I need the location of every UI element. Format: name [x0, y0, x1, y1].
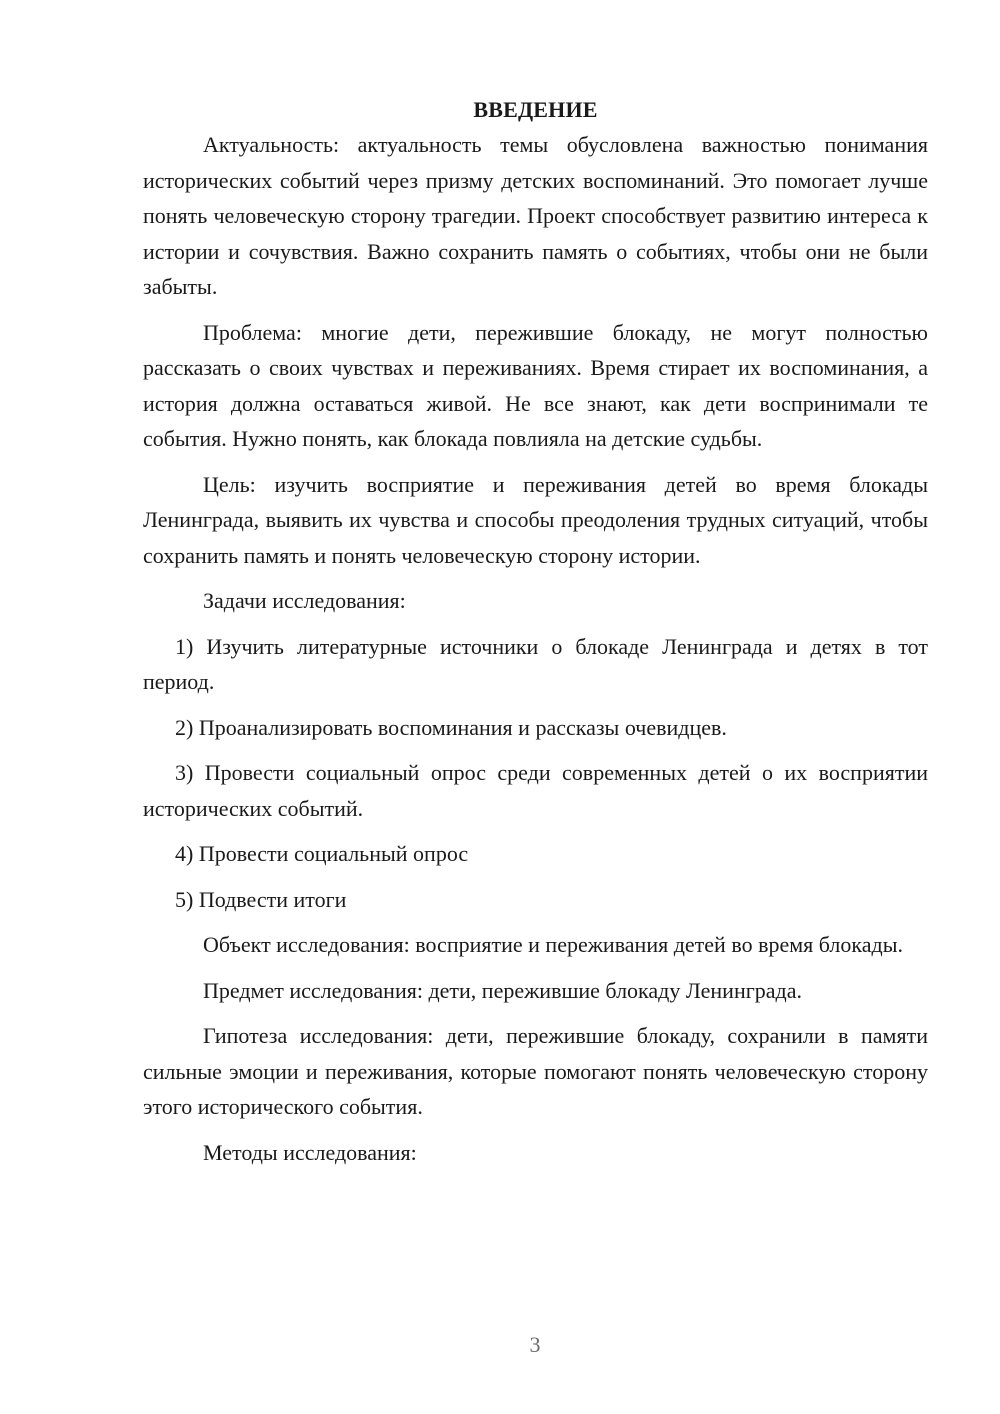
list-item: 1) Изучить литературные источники о блокаде Ленинграда и детях в тот период.	[143, 633, 928, 694]
list-item: 2) Проанализировать воспоминания и рассказы очевидцев.	[175, 714, 727, 740]
relevance-paragraph: Актуальность: актуальность темы обусловлена важностью понимания исторических событий через призму детских воспоминаний. Это помогает лучше понять человеческую сторону трагедии. Проект способствует развитию интереса к истории и сочувствия. Важно сохранить память о событиях, чтобы они не были забыты.	[143, 132, 928, 299]
subject-paragraph: Предмет исследования: дети, пережившие блокаду Ленинграда.	[203, 977, 802, 1003]
methods-title: Методы исследования:	[203, 1139, 417, 1165]
list-item: 5) Подвести итоги	[175, 886, 347, 912]
tasks-list	[143, 629, 928, 918]
list-item: 3) Провести социальный опрос среди современных детей о их восприятии исторических событий.	[143, 760, 928, 821]
section-heading: ВВЕДЕНИЕ	[473, 97, 598, 122]
tasks-title: Задачи исследования:	[203, 588, 406, 613]
list-item: 4) Провести социальный опрос	[175, 841, 469, 866]
problem-paragraph: Проблема: многие дети, пережившие блокаду, не могут полностью рассказать о своих чувствах и переживаниях. Время стирает их воспоминания, а история должна оставаться живой. Не все знают, как дети воспринимали те события. Нужно понять, как блокада повлияла на детские судьбы.	[143, 319, 928, 451]
goal-paragraph: Цель: изучить восприятие и переживания детей во время блокады Ленинграда, выявить их чувства и способы преодоления трудных ситуаций, чтобы сохранить память и понять человеческую сторону истории.	[143, 471, 928, 568]
page-number: 3	[529, 1332, 541, 1357]
hypothesis-paragraph: Гипотеза исследования: дети, пережившие блокаду, сохранили в памяти сильные эмоции и переживания, которые помогают понять человеческую сторону этого исторического события.	[143, 1023, 928, 1119]
document-page	[143, 92, 928, 1180]
object-paragraph: Объект исследования: восприятие и переживания детей во время блокады.	[203, 932, 903, 957]
